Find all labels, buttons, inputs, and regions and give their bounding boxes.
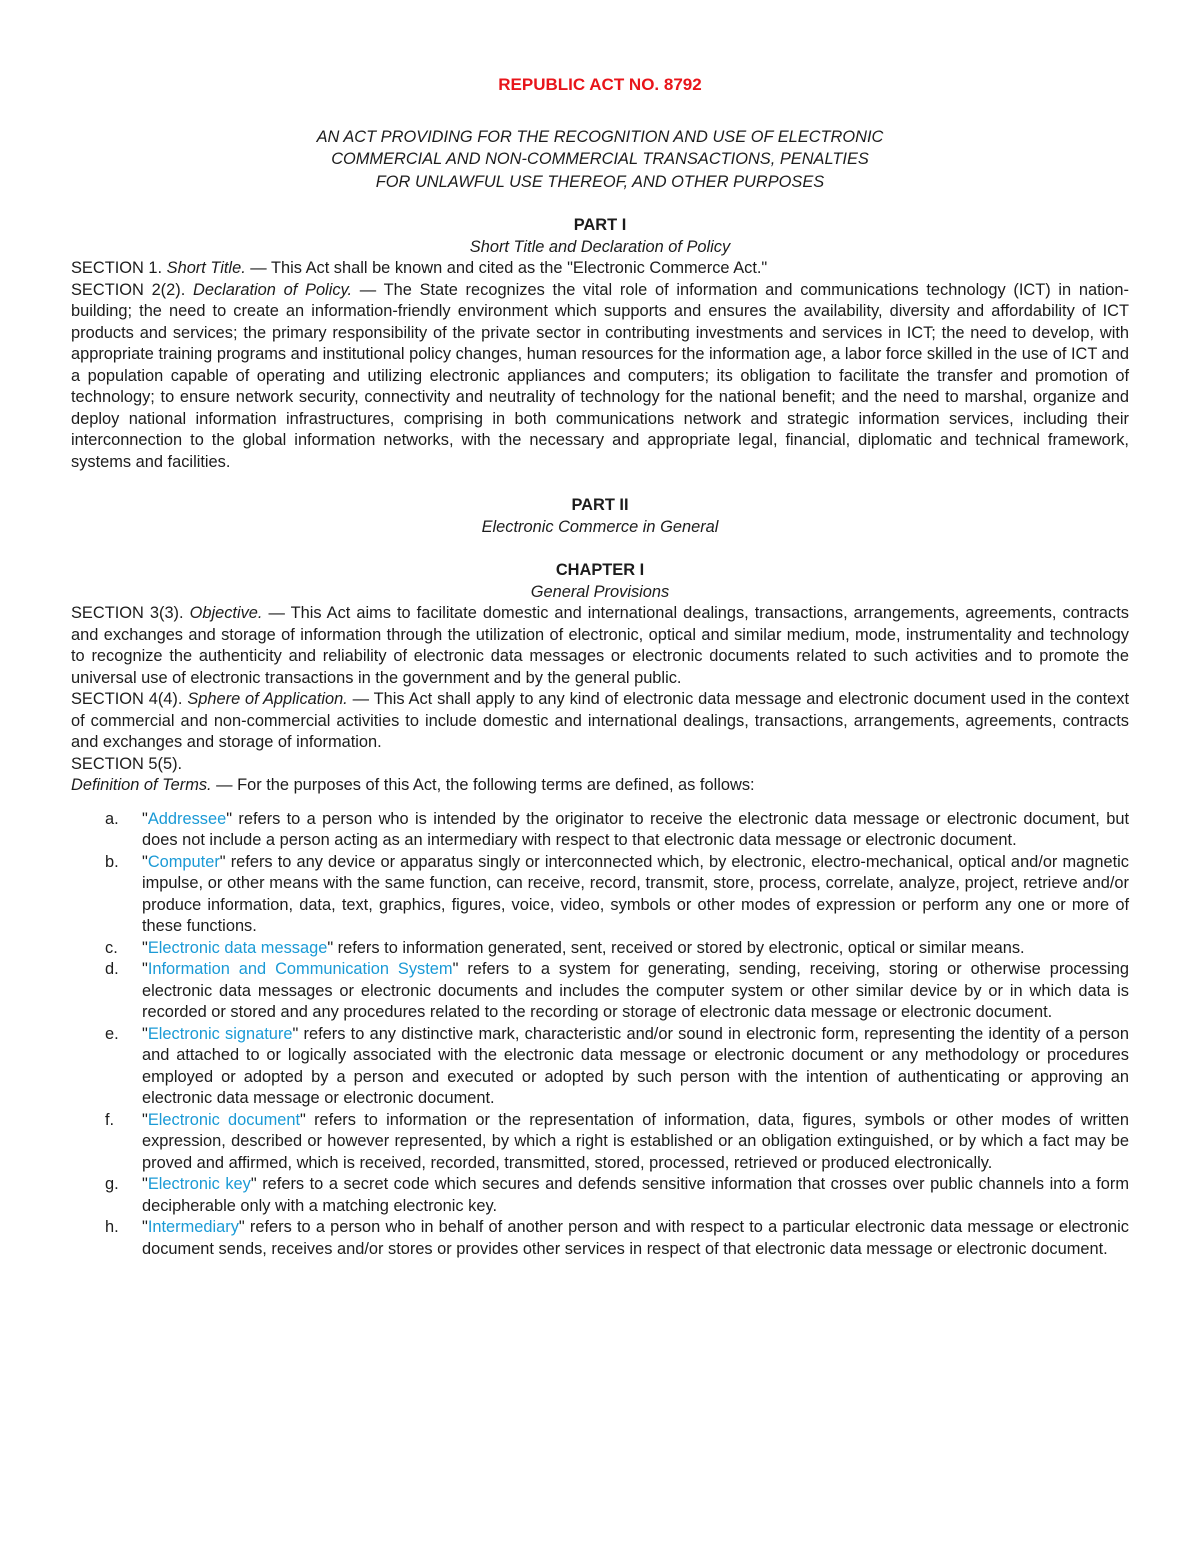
list-marker: c.: [105, 938, 118, 957]
section-5-label: SECTION 5(5).: [71, 754, 183, 773]
section-text: — For the purposes of this Act, the following terms are defined, as follows:: [211, 776, 755, 794]
part-1-heading: PART I: [573, 216, 627, 234]
section-label: SECTION 3(3).: [71, 604, 190, 622]
chapter-1-subheading: General Provisions: [530, 582, 670, 601]
definition-text: " refers to information or the representation of information, data, figures, symbols or other modes of written expression, described or however represented, by which a right is established or an obligation extinguished, or by which a fact may be proved and affirmed, which is received, recorded, transmitted, stored, processed, retrieved or produced electronically.: [142, 1110, 1129, 1172]
act-subtitle: [71, 126, 1129, 194]
definition-item: b. "Computer" refers to any device or apparatus singly or interconnected which, by electronic, electro-mechanical, optical and/or magnetic impulse, or other means with the same function, can receive, record, transmit, store, process, correlate, analyze, project, retrieve and/or produce information, data, text, graphics, figures, voice, video, symbols or other modes of expression or perform any one or more of these functions.: [105, 852, 1129, 935]
definition-item: h. "Intermediary" refers to a person who in behalf of another person and with respect to a particular electronic data message or electronic document sends, receives and/or stores or provides other services in respect of that electronic data message or electronic document.: [105, 1218, 1129, 1258]
act-subtitle-line: FOR UNLAWFUL USE THEREOF, AND OTHER PURPOSES: [375, 172, 825, 191]
section-heading: Sphere of Application.: [187, 690, 348, 708]
section-5: [71, 775, 1129, 797]
section-2: [71, 280, 1129, 474]
definition-text: " refers to a system for generating, sending, receiving, storing or otherwise processing electronic data messages or electronic documents and includes the computer system or other similar device by or in which data is recorded or stored and any procedures related to the recording or storage of electronic data message or electronic document.: [142, 960, 1129, 1021]
definition-text: " refers to a secret code which secures and defends sensitive information that crosses over public channels into a form decipherable only with a matching electronic key.: [142, 1175, 1129, 1215]
defined-term: Intermediary: [147, 1218, 239, 1236]
list-marker: b.: [105, 852, 119, 871]
part-1-subheading: Short Title and Declaration of Policy: [469, 237, 731, 256]
section-heading: Declaration of Policy.: [193, 280, 353, 299]
defined-term: Electronic document: [147, 1110, 301, 1129]
definition-text: " refers to a person who in behalf of another person and with respect to a particular electronic data message or electronic document sends, receives and/or stores or provides other services in respect of that electronic data message or electronic document.: [142, 1218, 1129, 1258]
act-subtitle-line: COMMERCIAL AND NON-COMMERCIAL TRANSACTIONS, PENALTIES: [331, 150, 869, 168]
list-marker: h.: [105, 1218, 119, 1236]
list-marker: a.: [105, 809, 119, 828]
definition-item: f. "Electronic document" refers to information or the representation of information, data, figures, symbols or other modes of written expression, described or however represented, by which a right is established or an obligation extinguished, or by which a fact may be proved and affirmed, which is received, recorded, transmitted, stored, processed, retrieved or produced electronically.: [105, 1110, 1129, 1172]
section-4: [71, 689, 1129, 754]
definition-text: " refers to a person who is intended by the originator to receive the electronic data message or electronic document, but does not include a person acting as an intermediary with respect to that electronic data message or electronic document.: [142, 809, 1129, 849]
section-3: [71, 603, 1129, 689]
definition-item: a. "Addressee" refers to a person who is intended by the originator to receive the electronic data message or electronic document, but does not include a person acting as an intermediary with respect to that electronic data message or electronic document.: [105, 809, 1129, 849]
defined-term: Electronic data message: [147, 938, 328, 957]
section-label: SECTION 2(2).: [71, 280, 193, 299]
definition-text: " refers to any distinctive mark, characteristic and/or sound in electronic form, representing the identity of a person and attached to or logically associated with the electronic data message or electronic document or any methodology or procedures employed or adopted by a person and executed or adopted by such person with the intention of authenticating or approving an electronic data message or electronic document.: [142, 1024, 1129, 1107]
definition-text: " refers to any device or apparatus singly or interconnected which, by electronic, electro-mechanical, optical and/or magnetic impulse, or other means with the same function, can receive, record, transmit, store, process, correlate, analyze, project, retrieve and/or produce information, data, text, graphics, figures, voice, video, symbols or other modes of expression or perform any one or more of these functions.: [142, 852, 1129, 935]
part-2-subheading: Electronic Commerce in General: [481, 517, 719, 536]
section-text: — This Act aims to facilitate domestic and international dealings, transactions, arrangements, agreements, contracts and exchanges and storage of information through the utilization of electronic, optical and similar medium, mode, instrumentality and technology to recognize the authenticity and reliability of electronic data messages or electronic documents related to such activities and to promote the universal use of electronic transactions in the government and by the general public.: [71, 604, 1129, 687]
section-text: — This Act shall be known and cited as the "Electronic Commerce Act.": [245, 259, 768, 277]
list-marker: g.: [105, 1175, 119, 1193]
section-label: SECTION 4(4).: [71, 690, 188, 708]
part-2-heading: PART II: [571, 496, 629, 514]
definition-item: c. "Electronic data message" refers to information generated, sent, received or stored by electronic, optical or similar means.: [71, 938, 1129, 960]
list-marker: d.: [105, 960, 119, 978]
chapter-1-heading: CHAPTER I: [555, 561, 645, 579]
list-marker: f.: [105, 1110, 115, 1129]
definition-item: e. "Electronic signature" refers to any distinctive mark, characteristic and/or sound in electronic form, representing the identity of a person and attached to or logically associated with the electronic data message or electronic document or any methodology or procedures employed or adopted by a person and executed or adopted by such person with the intention of authenticating or approving an electronic data message or electronic document.: [105, 1024, 1129, 1107]
document-page: [71, 64, 1129, 1260]
section-heading: Objective.: [189, 604, 263, 622]
defined-term: Information and Communication System: [147, 960, 453, 978]
act-title: REPUBLIC ACT NO. 8792: [498, 75, 702, 94]
definition-text: " refers to information generated, sent, received or stored by electronic, optical or similar means.: [327, 938, 1025, 957]
defined-term: Computer: [147, 852, 220, 871]
definition-item: d. "Information and Communication System" refers to a system for generating, sending, receiving, storing or otherwise processing electronic data messages or electronic documents and includes the computer system or other similar device by or in which data is recorded or stored and any procedures related to the recording or storage of electronic data message or electronic document.: [105, 960, 1129, 1021]
defined-term: Addressee: [147, 809, 227, 828]
defined-term: Electronic key: [147, 1175, 251, 1193]
definitions-list: [71, 809, 1129, 1261]
section-text: — This Act shall apply to any kind of electronic data message and electronic document used in the context of commercial and non-commercial activities to include domestic and international dealings, transactions, arrangements, agreements, contracts and exchanges and storage of information.: [71, 690, 1129, 751]
section-label: SECTION 1.: [71, 259, 167, 277]
act-subtitle-line: AN ACT PROVIDING FOR THE RECOGNITION AND USE OF ELECTRONIC: [316, 127, 884, 146]
section-text: — The State recognizes the vital role of information and communications technology (ICT) in nation-building; the need to create an information-friendly environment which supports and ensures the availability, diversity and affordability of ICT products and services; the primary responsibility of the private sector in contributing investments and services in ICT; the need to develop, with appropriate training programs and institutional policy changes, human resources for the information age, a labor force skilled in the use of ICT and a population capable of operating and utilizing electronic appliances and computers; its obligation to facilitate the transfer and promotion of technology; to ensure network security, connectivity and neutrality of technology for the national benefit; and the need to marshal, organize and deploy national information infrastructures, comprising in both communications network and strategic information services, including their interconnection to the global information networks, with the necessary and appropriate legal, financial, diplomatic and technical framework, systems and facilities.: [71, 280, 1129, 471]
section-1: [71, 258, 1129, 280]
defined-term: Electronic signature: [147, 1024, 293, 1043]
section-heading: Definition of Terms.: [71, 776, 212, 794]
definition-item: g. "Electronic key" refers to a secret code which secures and defends sensitive information that crosses over public channels into a form decipherable only with a matching electronic key.: [105, 1175, 1129, 1215]
section-heading: Short Title.: [166, 259, 246, 277]
list-marker: e.: [105, 1024, 119, 1043]
